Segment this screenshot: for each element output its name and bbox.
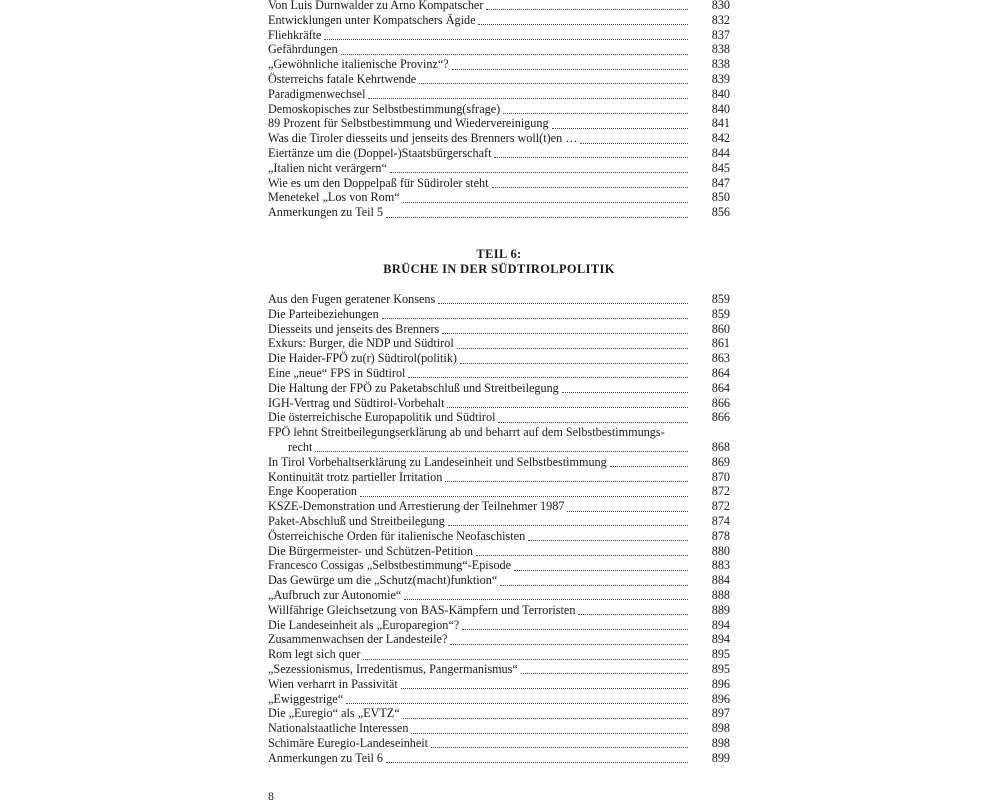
leader-dots — [478, 23, 688, 25]
toc-entry-title: Österreichs fatale Kehrtwende — [268, 71, 417, 86]
toc-entry-page: 838 — [711, 57, 730, 72]
toc-entry-title: „Sezessionismus, Irredentismus, Pangermanismus“ — [268, 661, 518, 676]
toc-entry[interactable] — [268, 558, 730, 573]
leader-dots — [341, 53, 688, 55]
toc-entry[interactable] — [268, 396, 730, 411]
toc-entry-page: 863 — [711, 351, 730, 366]
toc-entry[interactable] — [268, 72, 730, 87]
toc-entry-page: 861 — [711, 336, 730, 351]
toc-entry[interactable] — [268, 87, 730, 102]
toc-entry-page: 872 — [711, 484, 730, 499]
leader-dots — [448, 524, 688, 526]
part-label: TEIL 6: — [476, 247, 522, 261]
toc-entry[interactable] — [268, 544, 730, 559]
leader-dots — [411, 732, 688, 734]
toc-entry[interactable] — [268, 131, 730, 146]
toc-entry-page: 840 — [711, 86, 730, 101]
leader-dots — [382, 317, 688, 319]
toc-entry[interactable] — [268, 102, 730, 117]
toc-entry-title: Die Landeseinheit als „Europaregion“? — [268, 617, 460, 632]
toc-entry-page: 866 — [711, 410, 730, 425]
toc-entry-title: Rom legt sich quer — [268, 647, 361, 662]
toc-entry[interactable] — [268, 307, 730, 322]
toc-entry[interactable] — [268, 116, 730, 131]
toc-entry-page: 896 — [711, 676, 730, 691]
toc-entry[interactable] — [268, 692, 730, 707]
part-heading — [268, 247, 730, 277]
toc-entry-page: 869 — [711, 454, 730, 469]
toc-entry-wrapped[interactable] — [268, 425, 730, 455]
toc-entry[interactable] — [268, 603, 730, 618]
toc-entry[interactable] — [268, 336, 730, 351]
part-title: BRÜCHE IN DER SÜDTIROLPOLITIK — [383, 262, 615, 276]
toc-entry-title: Nationalstaatliche Interessen — [268, 721, 409, 736]
toc-entry-page: 837 — [711, 27, 730, 42]
leader-dots — [521, 672, 688, 674]
toc-entry-page: 864 — [711, 365, 730, 380]
toc-entry-title: Die Haider-FPÖ zu(r) Südtirol(politik) — [268, 351, 457, 366]
toc-entry[interactable] — [268, 721, 730, 736]
toc-entry[interactable] — [268, 0, 730, 13]
toc-entry-page: 840 — [711, 101, 730, 116]
toc-entry-title: Anmerkungen zu Teil 5 — [268, 205, 384, 220]
toc-entry-page: 864 — [711, 380, 730, 395]
leader-dots — [460, 362, 688, 364]
toc-entry[interactable] — [268, 205, 730, 220]
toc-entry[interactable] — [268, 381, 730, 396]
toc-entry-title: Entwicklungen unter Kompatschers Ägide — [268, 12, 476, 27]
leader-dots — [403, 717, 688, 719]
toc-entry-title: Zusammenwachsen der Landesteile? — [268, 632, 448, 647]
leader-dots — [580, 142, 688, 144]
toc-entry-title-continued: recht — [288, 439, 313, 454]
toc-entry-title: Österreichische Orden für italienische Neofaschisten — [268, 528, 526, 543]
toc-entry-title: Exkurs: Burger, die NDP und Südtirol — [268, 336, 454, 351]
leader-dots — [562, 391, 688, 393]
leader-dots — [528, 539, 688, 541]
toc-entry-page: 899 — [711, 750, 730, 765]
toc-entry[interactable] — [268, 470, 730, 485]
toc-entry-page: 830 — [711, 0, 730, 12]
toc-entry-title: Fliehkräfte — [268, 27, 322, 42]
leader-dots — [346, 702, 688, 704]
leader-dots — [578, 613, 688, 615]
leader-dots — [442, 332, 688, 334]
toc-entry-page: 839 — [711, 71, 730, 86]
toc-entry[interactable] — [268, 632, 730, 647]
leader-dots — [404, 598, 688, 600]
toc-entry[interactable] — [268, 662, 730, 677]
leader-dots — [498, 421, 688, 423]
toc-entry-page: 856 — [711, 205, 730, 220]
toc-entry-title: „Italien nicht verärgern“ — [268, 160, 387, 175]
toc-entry[interactable] — [268, 647, 730, 662]
toc-entry-title: „Ewiggestrige“ — [268, 691, 344, 706]
toc-entry-title: Kontinuität trotz partieller Irritation — [268, 469, 443, 484]
leader-dots — [500, 584, 688, 586]
toc-entry-page: 870 — [711, 469, 730, 484]
toc-entry[interactable] — [268, 13, 730, 28]
toc-entry-page: 896 — [711, 691, 730, 706]
toc-entry-title: Die Haltung der FPÖ zu Paketabschluß und Streitbeilegung — [268, 380, 559, 395]
toc-entry[interactable] — [268, 190, 730, 205]
toc-entry-page: 897 — [711, 706, 730, 721]
leader-dots — [403, 201, 688, 203]
toc-entry-title: „Aufbruch zur Autonomie“ — [268, 587, 402, 602]
toc-entry-page: 878 — [711, 528, 730, 543]
toc-entry-title: Francesco Cossigas „Selbstbestimmung“-Episode — [268, 558, 512, 573]
toc-entry-title: Wie es um den Doppelpaß für Südiroler steht — [268, 175, 489, 190]
toc-entry[interactable] — [268, 499, 730, 514]
toc-entry-title: Von Luis Durnwalder zu Arno Kompatscher — [268, 0, 484, 12]
toc-entry-page: 868 — [711, 439, 730, 454]
toc-entry-page: 842 — [711, 131, 730, 146]
toc-entry[interactable] — [268, 42, 730, 57]
toc-entry[interactable] — [268, 736, 730, 751]
leader-dots — [363, 658, 688, 660]
leader-dots — [503, 112, 688, 114]
toc-entry-title: Paradigmenwechsel — [268, 86, 366, 101]
toc-entry-title: Demoskopisches zur Selbstbestimmung(sfrage) — [268, 101, 501, 116]
toc-entry-page: 859 — [711, 292, 730, 306]
leader-dots — [390, 171, 688, 173]
toc-entry-page: 838 — [711, 42, 730, 57]
toc-entry-title: FPÖ lehnt Streitbeilegungserklärung ab und beharrt auf dem Selbstbestimmungs- — [268, 425, 665, 440]
toc-entry[interactable] — [268, 706, 730, 721]
leader-dots — [438, 302, 688, 304]
leader-dots — [457, 347, 688, 349]
leader-dots — [492, 186, 688, 188]
toc-entry-title: Die Bürgermeister- und Schützen-Petition — [268, 543, 473, 558]
toc-entry-page: 894 — [711, 617, 730, 632]
toc-part6 — [268, 292, 730, 766]
toc-entry-page: 898 — [711, 735, 730, 750]
toc-entry-title: Das Gewürge um die „Schutz(macht)funktion“ — [268, 573, 498, 588]
leader-dots — [450, 643, 688, 645]
toc-entry[interactable] — [268, 351, 730, 366]
leader-dots — [386, 216, 688, 218]
toc-entry-page: 832 — [711, 12, 730, 27]
toc-entry-page: 888 — [711, 587, 730, 602]
toc-entry-page: 847 — [711, 175, 730, 190]
toc-entry-page: 894 — [711, 632, 730, 647]
toc-entry-title: Menetekel „Los von Rom“ — [268, 190, 400, 205]
toc-entry[interactable] — [268, 57, 730, 72]
toc-entry[interactable] — [268, 677, 730, 692]
leader-dots — [408, 376, 688, 378]
leader-dots — [476, 554, 688, 556]
toc-entry-title: Diesseits und jenseits des Brenners — [268, 321, 440, 336]
leader-dots — [419, 82, 688, 84]
toc-entry[interactable] — [268, 529, 730, 544]
page-number: 8 — [268, 789, 274, 803]
toc-entry-page: 844 — [711, 145, 730, 160]
toc-entry-title: Aus den Fugen geratener Konsens — [268, 292, 436, 306]
toc-entry-page: 860 — [711, 321, 730, 336]
leader-dots — [494, 156, 688, 158]
toc-entry[interactable] — [268, 573, 730, 588]
toc-part5-tail — [268, 0, 730, 220]
toc-entry-title: Gefährdungen — [268, 42, 338, 57]
leader-dots — [486, 8, 688, 10]
toc-entry[interactable] — [268, 751, 730, 766]
toc-entry-title: Eine „neue“ FPS in Südtirol — [268, 365, 406, 380]
leader-dots — [324, 38, 688, 40]
toc-entry-title: „Gewöhnliche italienische Provinz“? — [268, 57, 449, 72]
toc-entry-page: 884 — [711, 573, 730, 588]
toc-entry-title: IGH-Vertrag und Südtirol-Vorbehalt — [268, 395, 445, 410]
leader-dots — [514, 569, 688, 571]
toc-entry-title: Enge Kooperation — [268, 484, 358, 499]
leader-dots — [368, 97, 688, 99]
toc-entry[interactable] — [268, 484, 730, 499]
toc-entry[interactable] — [268, 176, 730, 191]
toc-entry[interactable] — [268, 618, 730, 633]
leader-dots — [610, 465, 688, 467]
toc-entry-title: Was die Tiroler diesseits und jenseits des Brenners woll(t)en … — [268, 131, 578, 146]
toc-entry[interactable] — [268, 292, 730, 307]
toc-entry-title: 89 Prozent für Selbstbestimmung und Wiedervereinigung — [268, 116, 549, 131]
toc-entry[interactable] — [268, 322, 730, 337]
toc-entry-title: Anmerkungen zu Teil 6 — [268, 750, 384, 765]
toc-entry[interactable] — [268, 146, 730, 161]
toc-entry-page: 850 — [711, 190, 730, 205]
toc-entry-title: Die „Euregio“ als „EVTZ“ — [268, 706, 400, 721]
toc-entry[interactable] — [268, 161, 730, 176]
toc-entry-page: 866 — [711, 395, 730, 410]
toc-entry-title: Paket-Abschluß und Streitbeilegung — [268, 513, 445, 528]
toc-entry[interactable] — [268, 28, 730, 43]
toc-entry-page: 872 — [711, 499, 730, 514]
toc-entry-page: 859 — [711, 306, 730, 321]
toc-entry[interactable] — [268, 588, 730, 603]
leader-dots — [552, 127, 688, 129]
leader-dots — [360, 495, 688, 497]
toc-entry-page: 883 — [711, 558, 730, 573]
toc-entry[interactable] — [268, 366, 730, 381]
leader-dots — [462, 628, 688, 630]
toc-entry-page: 841 — [711, 116, 730, 131]
toc-entry-title: Die Parteibeziehungen — [268, 306, 379, 321]
leader-dots — [386, 761, 688, 763]
toc-entry-title: Wien verharrt in Passivität — [268, 676, 398, 691]
toc-entry-page: 898 — [711, 721, 730, 736]
toc-entry-page: 889 — [711, 602, 730, 617]
toc-entry[interactable] — [268, 455, 730, 470]
toc-entry-page: 845 — [711, 160, 730, 175]
toc-entry-title: Die österreichische Europapolitik und Südtirol — [268, 410, 496, 425]
toc-entry[interactable] — [268, 514, 730, 529]
toc-entry-title: KSZE-Demonstration und Arrestierung der Teilnehmer 1987 — [268, 499, 565, 514]
leader-dots — [401, 687, 688, 689]
toc-entry[interactable] — [268, 410, 730, 425]
leader-dots — [315, 450, 688, 452]
leader-dots — [567, 510, 688, 512]
toc-entry-page: 895 — [711, 661, 730, 676]
toc-entry-title: Schimäre Euregio-Landeseinheit — [268, 735, 429, 750]
toc-entry-page: 880 — [711, 543, 730, 558]
leader-dots — [431, 746, 688, 748]
toc-entry-page: 895 — [711, 647, 730, 662]
leader-dots — [445, 480, 688, 482]
toc-entry-page: 874 — [711, 513, 730, 528]
toc-entry-title: Eiertänze um die (Doppel-)Staatsbürgerschaft — [268, 145, 492, 160]
leader-dots — [447, 406, 688, 408]
leader-dots — [452, 68, 688, 70]
toc-entry-title: In Tirol Vorbehaltserklärung zu Landeseinheit und Selbstbestimmung — [268, 454, 607, 469]
toc-entry-title: Willfährige Gleichsetzung von BAS-Kämpfern und Terroristen — [268, 602, 576, 617]
